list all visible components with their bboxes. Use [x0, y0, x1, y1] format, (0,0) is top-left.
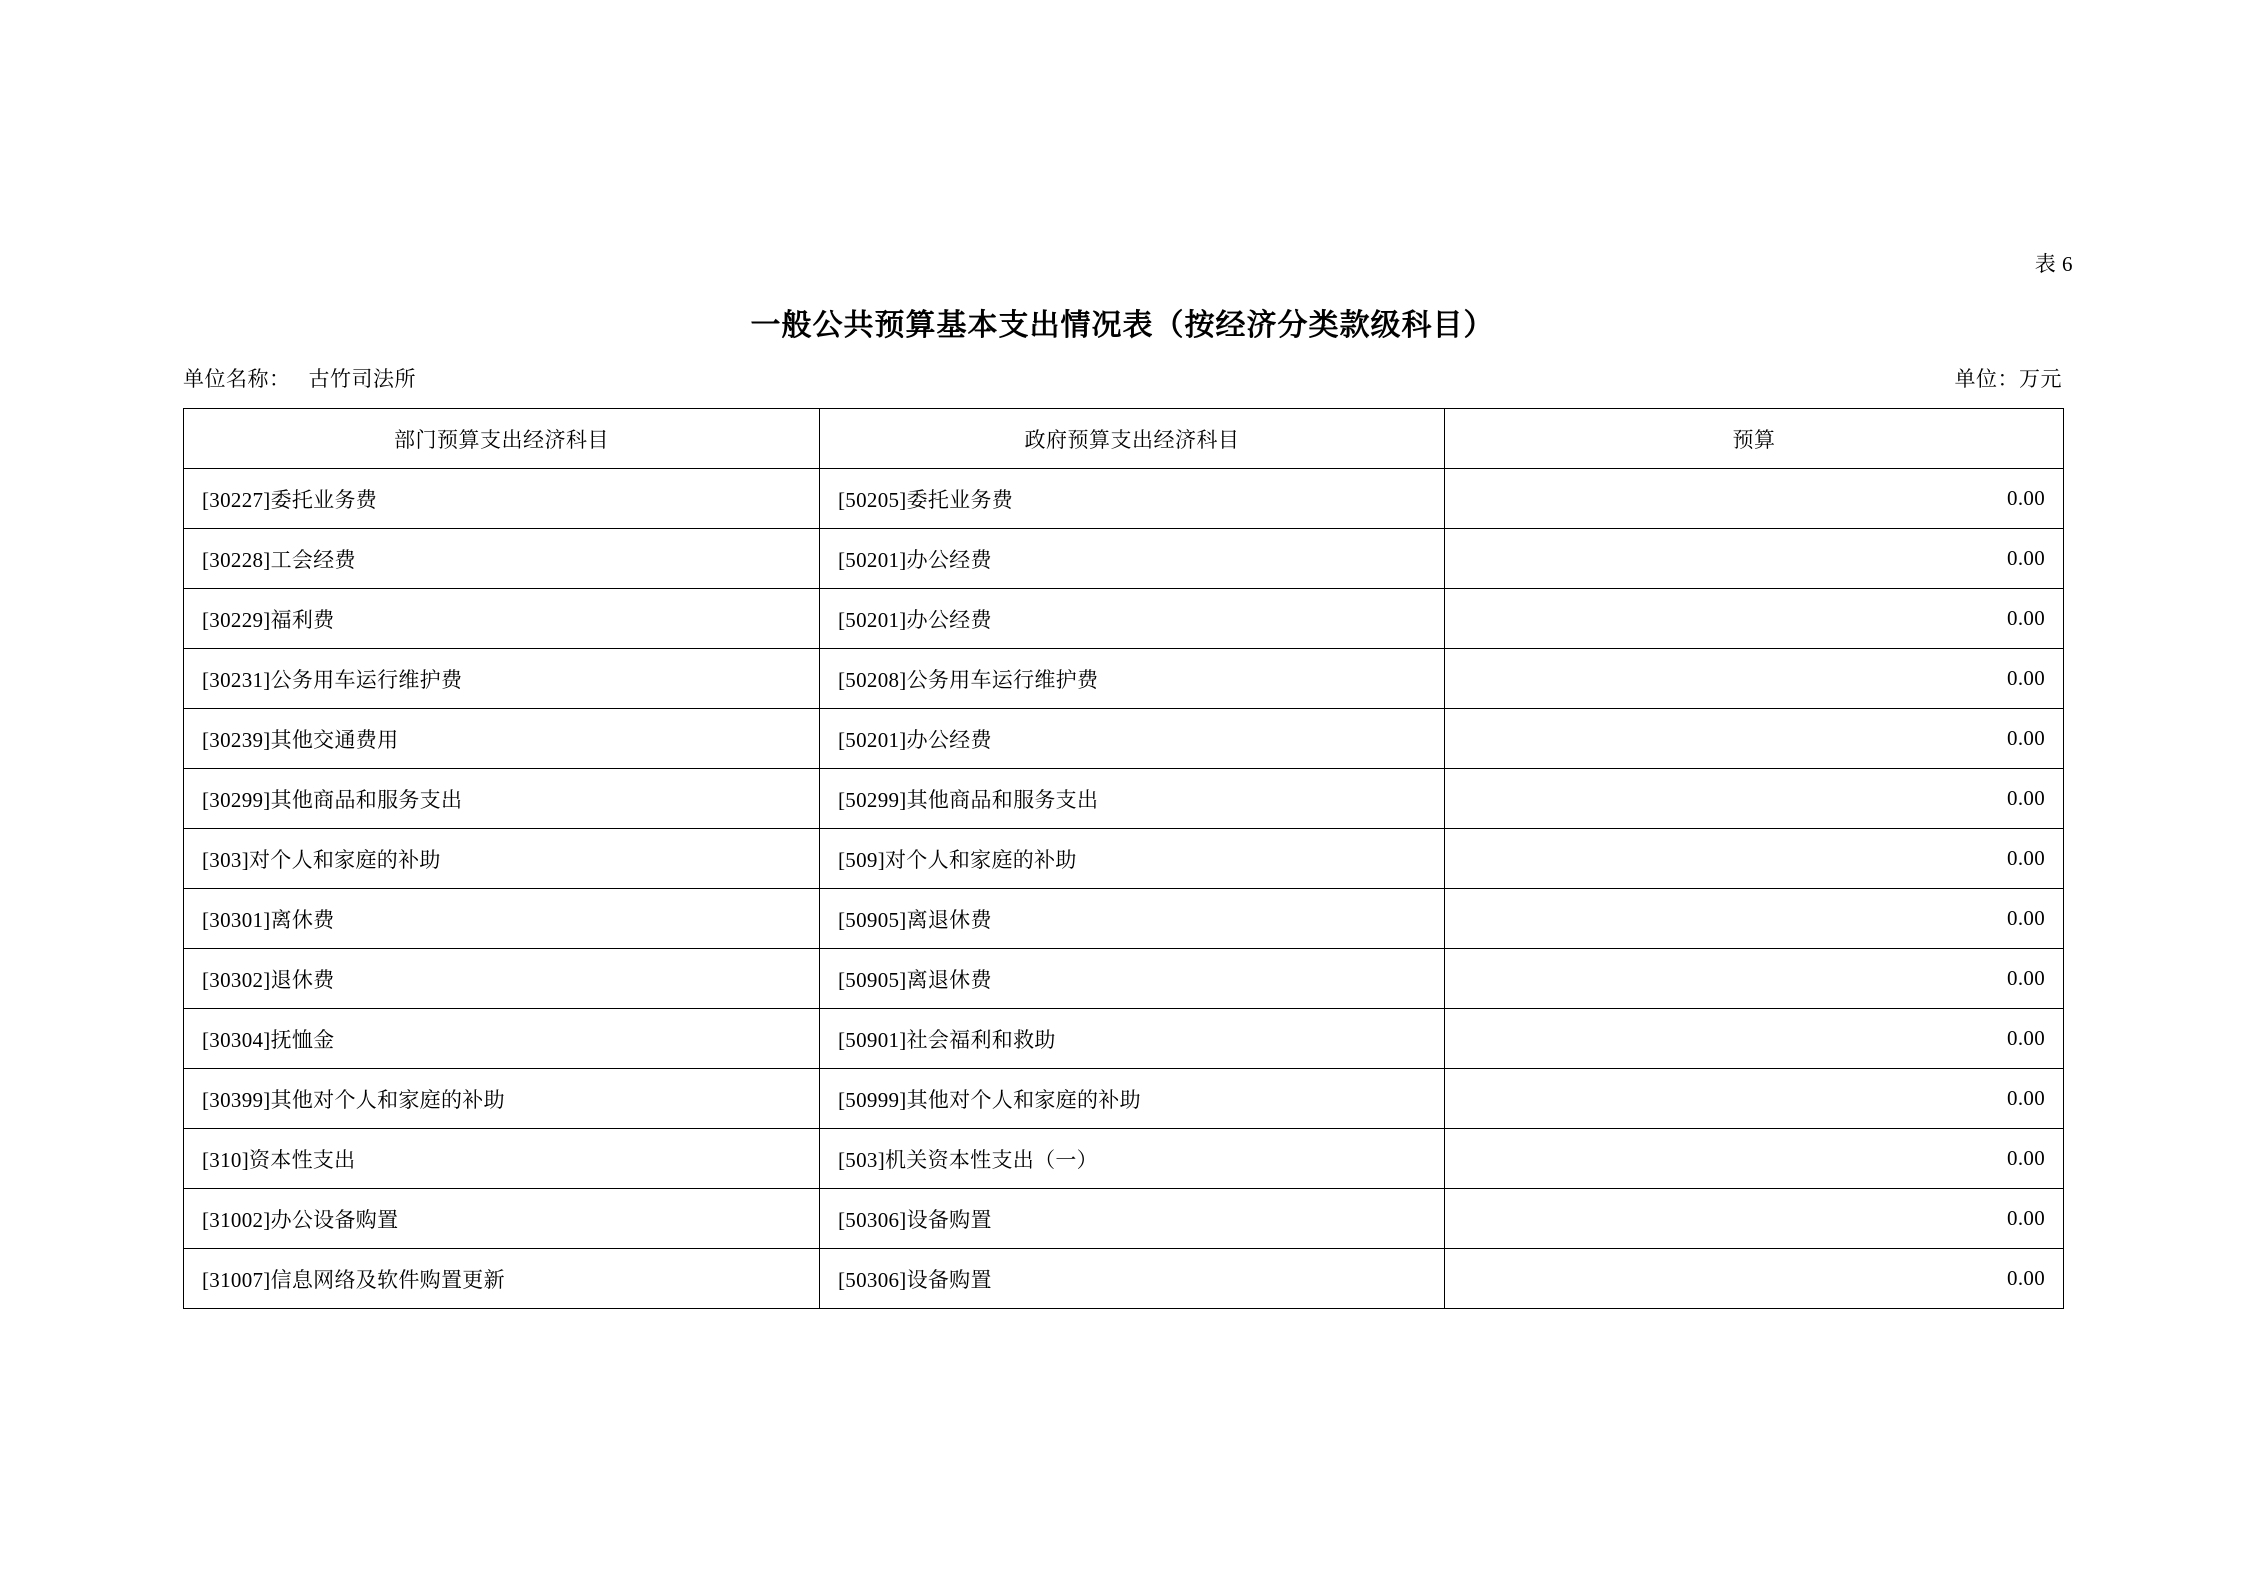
unit-name-group: [183, 363, 416, 393]
cell-budget-amount: 0.00: [1445, 949, 2064, 1009]
cell-dept-subject: [303]对个人和家庭的补助: [184, 829, 820, 889]
table-row: [184, 949, 2064, 1009]
table-row: [184, 1009, 2064, 1069]
cell-budget-amount: 0.00: [1445, 829, 2064, 889]
cell-dept-subject: [310]资本性支出: [184, 1129, 820, 1189]
unit-measure-label: 单位：万元: [1954, 367, 2062, 391]
cell-budget-amount: 0.00: [1445, 1189, 2064, 1249]
cell-gov-subject: [50901]社会福利和救助: [820, 1009, 1445, 1069]
cell-gov-subject: [50999]其他对个人和家庭的补助: [820, 1069, 1445, 1129]
cell-gov-subject: [50205]委托业务费: [820, 469, 1445, 529]
cell-budget-amount: 0.00: [1445, 589, 2064, 649]
cell-gov-subject: [509]对个人和家庭的补助: [820, 829, 1445, 889]
cell-dept-subject: [31007]信息网络及软件购置更新: [184, 1249, 820, 1309]
cell-budget-amount: 0.00: [1445, 709, 2064, 769]
cell-dept-subject: [30304]抚恤金: [184, 1009, 820, 1069]
cell-budget-amount: 0.00: [1445, 769, 2064, 829]
cell-budget-amount: 0.00: [1445, 1069, 2064, 1129]
cell-dept-subject: [30301]离休费: [184, 889, 820, 949]
table-row: [184, 769, 2064, 829]
cell-gov-subject: [50306]设备购置: [820, 1189, 1445, 1249]
table-row: [184, 1189, 2064, 1249]
table-row: [184, 1129, 2064, 1189]
cell-gov-subject: [50905]离退休费: [820, 889, 1445, 949]
table-row: [184, 1249, 2064, 1309]
cell-budget-amount: 0.00: [1445, 1249, 2064, 1309]
column-header-dept: 部门预算支出经济科目: [184, 409, 820, 469]
sheet-number: 表 6: [2034, 252, 2073, 276]
table-row: [184, 709, 2064, 769]
cell-gov-subject: [50201]办公经费: [820, 529, 1445, 589]
cell-dept-subject: [30229]福利费: [184, 589, 820, 649]
table-header-row: [184, 409, 2064, 469]
page-title: 一般公共预算基本支出情况表（按经济分类款级科目）: [750, 309, 1495, 342]
unit-name-value: 古竹司法所: [308, 367, 416, 391]
column-header-budget: 预算: [1445, 409, 2064, 469]
table-row: [184, 829, 2064, 889]
cell-budget-amount: 0.00: [1445, 649, 2064, 709]
cell-gov-subject: [50306]设备购置: [820, 1249, 1445, 1309]
table-row: [184, 469, 2064, 529]
cell-dept-subject: [30227]委托业务费: [184, 469, 820, 529]
table-row: [184, 589, 2064, 649]
cell-dept-subject: [30228]工会经费: [184, 529, 820, 589]
cell-dept-subject: [30399]其他对个人和家庭的补助: [184, 1069, 820, 1129]
table-row: [184, 529, 2064, 589]
cell-budget-amount: 0.00: [1445, 469, 2064, 529]
cell-gov-subject: [50208]公务用车运行维护费: [820, 649, 1445, 709]
cell-gov-subject: [503]机关资本性支出（一）: [820, 1129, 1445, 1189]
cell-budget-amount: 0.00: [1445, 1009, 2064, 1069]
unit-name-label: 单位名称：: [183, 367, 291, 391]
cell-gov-subject: [50299]其他商品和服务支出: [820, 769, 1445, 829]
cell-gov-subject: [50201]办公经费: [820, 589, 1445, 649]
cell-gov-subject: [50905]离退休费: [820, 949, 1445, 1009]
cell-dept-subject: [31002]办公设备购置: [184, 1189, 820, 1249]
cell-budget-amount: 0.00: [1445, 1129, 2064, 1189]
column-header-gov: 政府预算支出经济科目: [820, 409, 1445, 469]
budget-table: [183, 408, 2064, 1309]
cell-budget-amount: 0.00: [1445, 529, 2064, 589]
cell-budget-amount: 0.00: [1445, 889, 2064, 949]
table-row: [184, 649, 2064, 709]
cell-dept-subject: [30302]退休费: [184, 949, 820, 1009]
cell-dept-subject: [30299]其他商品和服务支出: [184, 769, 820, 829]
cell-dept-subject: [30231]公务用车运行维护费: [184, 649, 820, 709]
document-meta: [183, 363, 2062, 393]
table-row: [184, 889, 2064, 949]
cell-dept-subject: [30239]其他交通费用: [184, 709, 820, 769]
cell-gov-subject: [50201]办公经费: [820, 709, 1445, 769]
table-row: [184, 1069, 2064, 1129]
